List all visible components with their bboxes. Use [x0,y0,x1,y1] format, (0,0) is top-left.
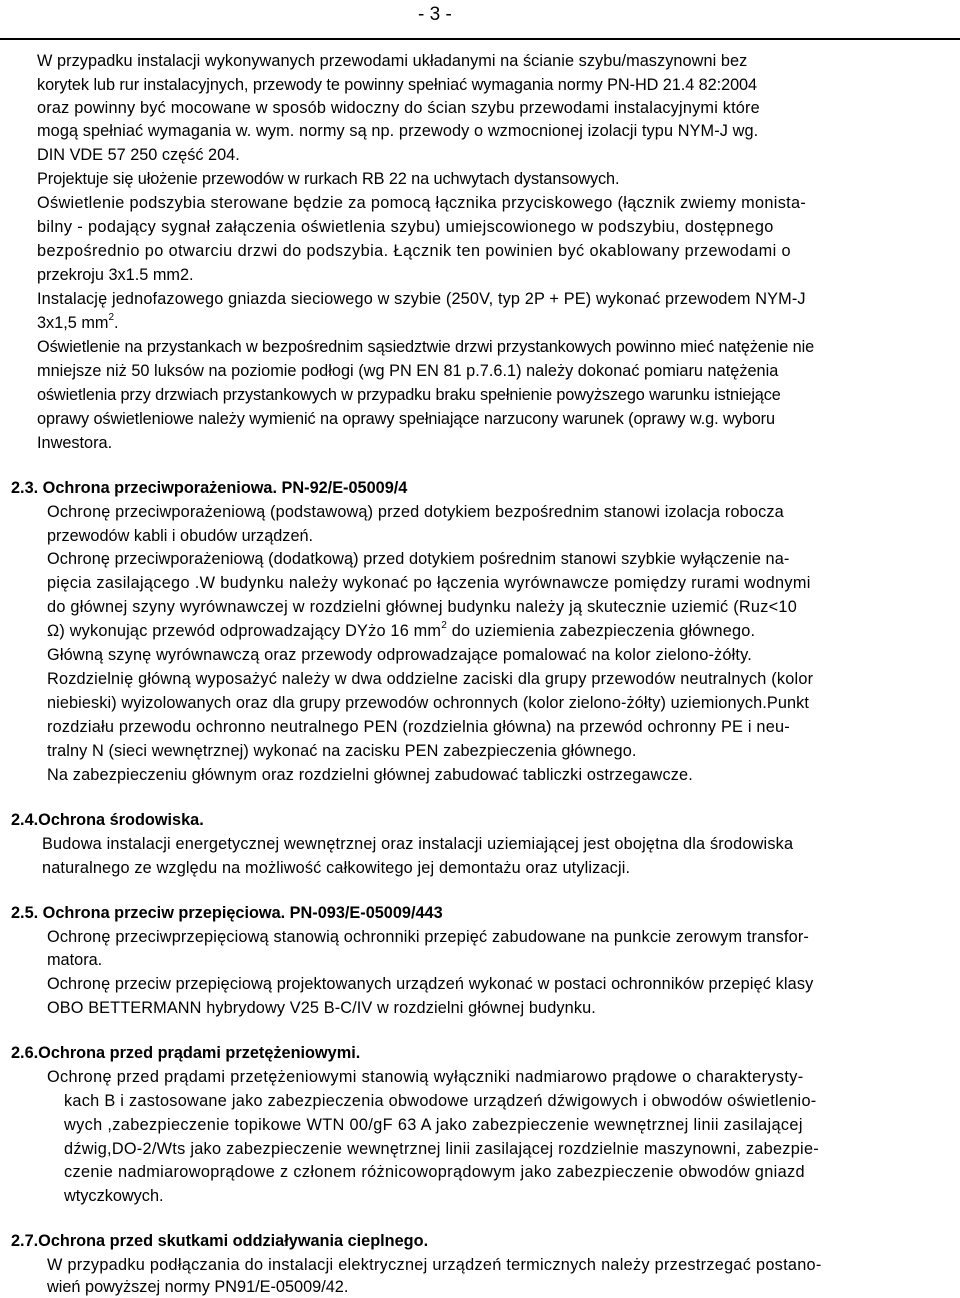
paragraph-line: wień powyższej normy PN91/E-05009/42. [47,1278,349,1296]
paragraph-line: kach B i zastosowane jako zabezpieczenia obwodowe urządzeń dźwigowych i obwodów oświetlenio- [64,1092,817,1110]
paragraph-line: pięcia zasilającego .W budynku należy wykonać po łączenia wyrównawcze pomiędzy rurami wodnymi [47,574,811,592]
paragraph-line: Oświetlenie podszybia sterowane będzie za pomocą łącznika przyciskowego (łącznik zwiemy monista- [37,194,807,212]
paragraph-line [47,619,756,641]
paragraph-line: OBO BETTERMANN hybrydowy V25 B-C/IV w rozdzielni głównej budynku. [47,999,596,1017]
paragraph-line: W przypadku instalacji wykonywanych przewodami układanymi na ścianie szybu/maszynowni bez [37,52,748,70]
paragraph-line: mniejsze niż 50 luksów na poziomie podłogi (wg PN EN 81 p.7.6.1) należy dokonać pomiaru natężenia [37,362,779,380]
paragraph-line: Inwestora. [37,434,113,452]
paragraph-line: Oświetlenie na przystankach w bezpośrednim sąsiedztwie drzwi przystankowych powinno mieć natężenie nie [37,338,815,356]
paragraph-line: tralny N (sieci wewnętrznej) wykonać na zacisku PEN zabezpieczenia głównego. [47,742,637,760]
paragraph-line: przewodów kabli i obudów urządzeń. [47,527,314,545]
paragraph-line: Projektuje się ułożenie przewodów w rurkach RB 22 na uchwytach dystansowych. [37,170,620,188]
text-run: . [114,314,119,332]
paragraph-line: korytek lub rur instalacyjnych, przewody te powinny spełniać wymagania normy PN-HD 21.4 82:2004 [37,76,758,94]
text-run: 3x1,5 mm [37,314,109,332]
paragraph-line: dźwig,DO-2/Wts jako zabezpieczenie wewnętrznej linii zasilającej rozdzielnie maszynowni, zabezpie- [64,1140,819,1158]
paragraph-line: bezpośrednio po otwarciu drzwi do podszybia. Łącznik ten powinien być okablowany przewodami o [37,242,792,260]
paragraph-line: oświetlenia przy drzwiach przystankowych w przypadku braku spełnienie powyższego warunku istniejące [37,386,781,404]
text-run: Ω) wykonując przewód odprowadzający DYżo 16 mm [47,622,442,640]
paragraph-line: Ochronę przeciwprzepięciową stanowią ochronniki przepięć zabudowane na punkcie zerowym transfor- [47,928,810,946]
header-rule [0,38,960,40]
paragraph-line: oraz powinny być mocowane w sposób widoczny do ścian szybu przewodami instalacyjnymi które [37,99,760,117]
paragraph-line: Główną szynę wyrównawczą oraz przewody odprowadzające pomalować na kolor zielono-żółty. [47,646,752,664]
paragraph-line: wtyczkowych. [64,1187,164,1205]
section-heading: 2.4.Ochrona środowiska. [11,811,204,829]
paragraph-line: Rozdzielnię główną wyposażyć należy w dwa oddzielne zaciski dla grupy przewodów neutralnych (kolor [47,670,814,688]
text-run: do uziemienia zabezpieczenia głównego. [446,622,756,640]
paragraph-line [37,311,119,333]
paragraph-line: naturalnego ze względu na możliwość całkowitego jej demontażu oraz utylizacji. [42,859,631,877]
paragraph-line: Na zabezpieczeniu głównym oraz rozdzielni głównej zabudować tabliczki ostrzegawcze. [47,766,693,784]
paragraph-line: Budowa instalacji energetycznej wewnętrznej oraz instalacji uziemiającej jest obojętna dla środowiska [42,835,794,853]
paragraph-line: mogą spełniać wymagania w. wym. normy są np. przewody o wzmocnionej izolacji typu NYM-J wg. [37,122,759,140]
page-number: - 3 - [418,4,452,25]
section-heading: 2.5. Ochrona przeciw przepięciowa. PN-093/E-05009/443 [11,904,443,922]
paragraph-line: do głównej szyny wyrównawczej w rozdzielni głównej budynku należy ją skutecznie uziemić (Ruz<10 [47,598,798,616]
paragraph-line: bilny - podający sygnał załączenia oświetlenia szybu) umiejscowionego w podszybiu, dostępnego [37,218,774,236]
paragraph-line: czenie nadmiarowoprądowe z członem różnicowoprądowym jako zabezpieczenie obwodów gniazd [64,1163,805,1181]
paragraph-line: wych ,zabezpieczenie topikowe WTN 00/gF 63 A jako zabezpieczenie wewnętrznej linii zasilającej [64,1116,803,1134]
superscript: 2 [108,311,115,323]
paragraph-line: Instalację jednofazowego gniazda sieciowego w szybie (250V, typ 2P + PE) wykonać przewodem NYM-J [37,290,806,308]
paragraph-line: Ochronę przeciwporażeniową (dodatkową) przed dotykiem pośrednim stanowi szybkie wyłączenie na- [47,550,790,568]
paragraph-line: oprawy oświetleniowe należy wymienić na oprawy spełniające narzucony warunek (oprawy w.g. wyboru [37,410,775,428]
paragraph-line: Ochronę przeciwporażeniową (podstawową) przed dotykiem bezpośrednim stanowi izolacja robocza [47,503,784,521]
paragraph-line: Ochronę przed prądami przetężeniowymi stanowią wyłączniki nadmiarowo prądowe o charakterysty- [47,1068,804,1086]
section-heading: 2.7.Ochrona przed skutkami oddziaływania cieplnego. [11,1232,429,1250]
paragraph-line: rozdziału przewodu ochronno neutralnego PEN (rozdzielnia główna) na przewód ochronny PE i neu- [47,718,790,736]
paragraph-line: Ochronę przeciw przepięciową projektowanych urządzeń wykonać w postaci ochronników przepięć klasy [47,975,814,993]
superscript: 2 [441,619,447,631]
section-heading: 2.6.Ochrona przed prądami przetężeniowymi. [11,1044,361,1062]
paragraph-line: niebieski) wyizolowanych oraz dla grupy przewodów ochronnych (kolor zielono-żółty) uziemionych.Punkt [47,694,809,712]
paragraph-line: przekroju 3x1.5 mm2. [37,266,194,284]
paragraph-line: W przypadku podłączania do instalacji elektrycznej urządzeń termicznych należy przestrzegać postano- [47,1256,822,1274]
paragraph-line: matora. [47,951,103,969]
section-heading: 2.3. Ochrona przeciwporażeniowa. PN-92/E-05009/4 [11,479,408,497]
paragraph-line: DIN VDE 57 250 część 204. [37,146,240,164]
